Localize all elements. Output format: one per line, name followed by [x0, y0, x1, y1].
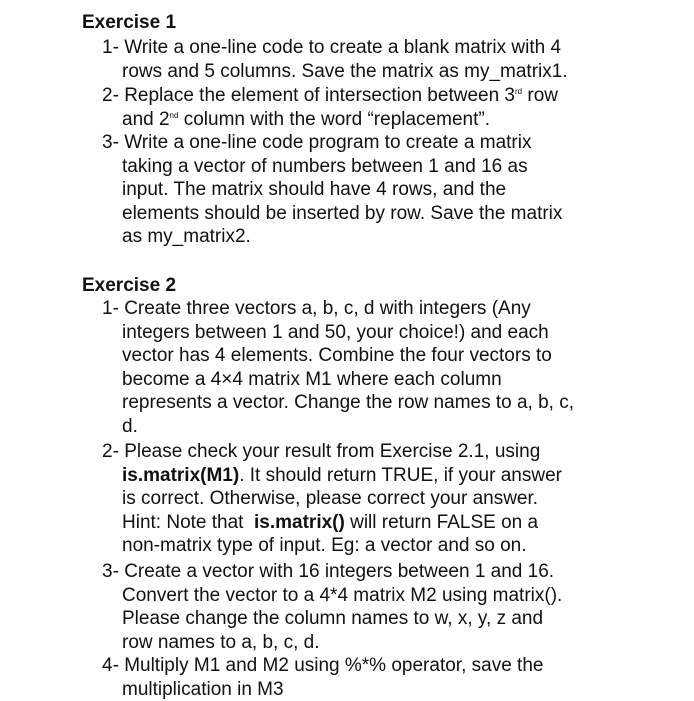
- item-text: rows and 5 columns. Save the matrix as my_matrix1.: [102, 60, 662, 84]
- item-text: elements should be inserted by row. Save the matrix: [102, 202, 662, 226]
- item-text: row: [522, 85, 558, 106]
- ordinal-superscript: rd: [515, 87, 522, 96]
- exercise-2-item-1: [102, 297, 662, 438]
- item-number: 2-: [102, 85, 119, 106]
- item-number: 1-: [102, 298, 119, 319]
- item-text: column with the word “replacement”.: [178, 109, 490, 130]
- item-text: Please change the column names to w, x, y, z and: [102, 607, 662, 631]
- item-text: and 2: [122, 109, 170, 130]
- ordinal-superscript: nd: [170, 111, 179, 120]
- item-text: . It should return TRUE, if your answer: [239, 465, 562, 486]
- item-text: input. The matrix should have 4 rows, and the: [102, 178, 662, 202]
- exercise-1-item-1: [102, 36, 662, 83]
- item-text: will return FALSE on a: [345, 512, 538, 533]
- item-text: row names to a, b, c, d.: [102, 631, 662, 655]
- item-text: as my_matrix2.: [102, 225, 662, 249]
- item-text: Create three vectors a, b, c, d with integers (Any: [124, 298, 531, 319]
- item-number: 2-: [102, 441, 119, 462]
- item-text: Create a vector with 16 integers between 1 and 16.: [124, 561, 554, 582]
- item-text: integers between 1 and 50, your choice!) and each: [102, 321, 662, 345]
- exercise-2-heading: Exercise 2: [82, 274, 176, 297]
- exercise-1-item-3: [102, 131, 662, 249]
- item-text: Convert the vector to a 4*4 matrix M2 using matrix().: [102, 584, 662, 608]
- exercise-2-item-2: [102, 440, 662, 558]
- exercise-1-heading: Exercise 1: [82, 11, 176, 34]
- item-number: 4-: [102, 655, 119, 676]
- item-text: Write a one-line code program to create a matrix: [124, 132, 531, 153]
- item-text: d.: [102, 415, 662, 439]
- item-text: Multiply M1 and M2 using %*% operator, save the: [124, 655, 543, 676]
- item-text: Replace the element of intersection between 3: [124, 85, 515, 106]
- code-function-name: is.matrix(M1): [122, 465, 239, 486]
- item-number: 3-: [102, 561, 119, 582]
- item-number: 1-: [102, 37, 119, 58]
- item-text: represents a vector. Change the row names to a, b, c,: [102, 391, 662, 415]
- item-text: taking a vector of numbers between 1 and 16 as: [102, 155, 662, 179]
- item-text: multiplication in M3: [102, 678, 662, 701]
- item-text: is correct. Otherwise, please correct your answer.: [102, 487, 662, 511]
- item-text: become a 4×4 matrix M1 where each column: [102, 368, 662, 392]
- item-text: vector has 4 elements. Combine the four vectors to: [102, 344, 662, 368]
- exercise-1-item-2: [102, 84, 662, 131]
- exercise-2-item-3: [102, 560, 662, 654]
- item-text: Hint: Note that: [122, 512, 254, 533]
- item-text: Please check your result from Exercise 2.1, using: [124, 441, 540, 462]
- exercise-2-item-4: [102, 654, 662, 701]
- item-text: non-matrix type of input. Eg: a vector and so on.: [102, 534, 662, 558]
- item-number: 3-: [102, 132, 119, 153]
- code-function-name: is.matrix(): [254, 512, 345, 533]
- item-text: Write a one-line code to create a blank matrix with 4: [124, 37, 561, 58]
